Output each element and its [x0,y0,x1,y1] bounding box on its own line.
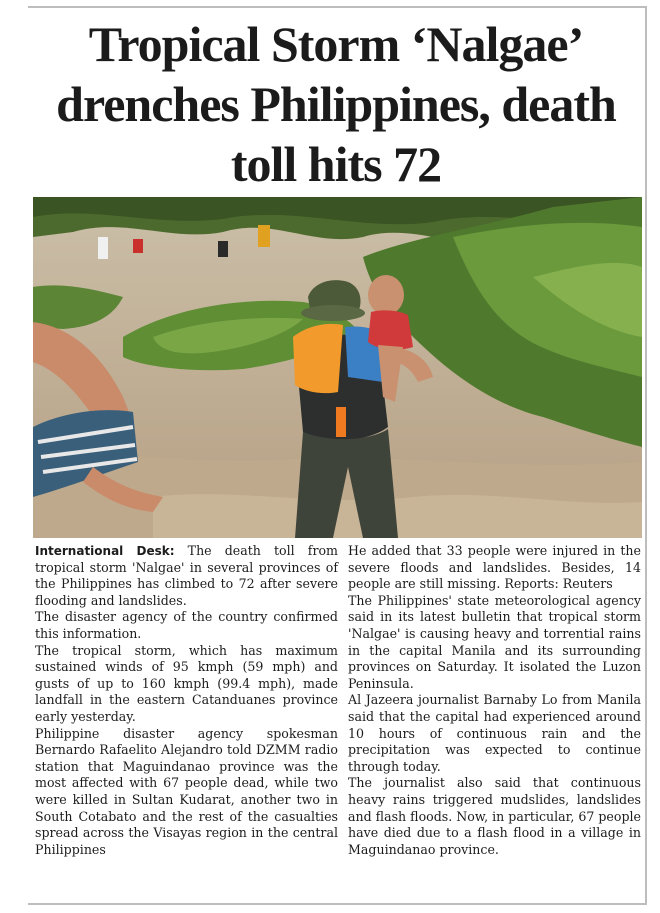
headline-line-3: toll hits 72 [230,136,442,192]
article-photo [33,197,642,538]
article-paragraph: The journalist also said that continuous heavy rains triggered mudslides, landslides and flash floods. Now, in particular, 67 people have died due to a flash flood in a village in Maguindanao province. [348,775,641,857]
dateline: International Desk: [35,544,175,558]
paragraph-text: The death toll from tropical storm 'Nalgae' in several provinces of the Philippines has climbed to 72 after severe flooding and landslides. [35,543,338,608]
article-paragraph: The disaster agency of the country confirmed this information. [35,609,338,641]
page-border-top [28,6,645,8]
page-border-bottom [28,903,647,905]
headline-line-2: drenches Philippines, death [56,76,616,132]
article-paragraph: Al Jazeera journalist Barnaby Lo from Manila said that the capital had experienced around 10 hours of continuous rain and the precipitation was expected to continue through today. [348,692,641,774]
article-column-left [35,543,338,858]
article-column-right [348,543,641,858]
article-paragraph: He added that 33 people were injured in the severe floods and landslides. Besides, 14 people are still missing. Reports: Reuters [348,543,641,592]
headline-line-1: Tropical Storm ‘Nalgae’ [88,16,584,72]
article-headline [30,14,642,194]
page-border-right [645,6,647,904]
flood-rescue-photo [33,197,642,538]
article-paragraph: The tropical storm, which has maximum sustained winds of 95 kmph (59 mph) and gusts of up to 160 kmph (99.4 mph), made landfall in the eastern Catanduanes province early yesterday. [35,642,338,724]
article-paragraph: The Philippines' state meteorological agency said in its latest bulletin that tropical storm 'Nalgae' is causing heavy and torrential rains in the capital Manila and its surrounding provinces on Saturday. It isolated the Luzon Peninsula. [348,592,641,691]
article-paragraph: Philippine disaster agency spokesman Bernardo Rafaelito Alejandro told DZMM radio station that Maguindanao province was the most affected with 67 people dead, while two were killed in Sultan Kudarat, another two in South Cotabato and the rest of the casualties spread across the Visayas region in the central Philippines [35,725,338,857]
article-paragraph [35,543,338,609]
